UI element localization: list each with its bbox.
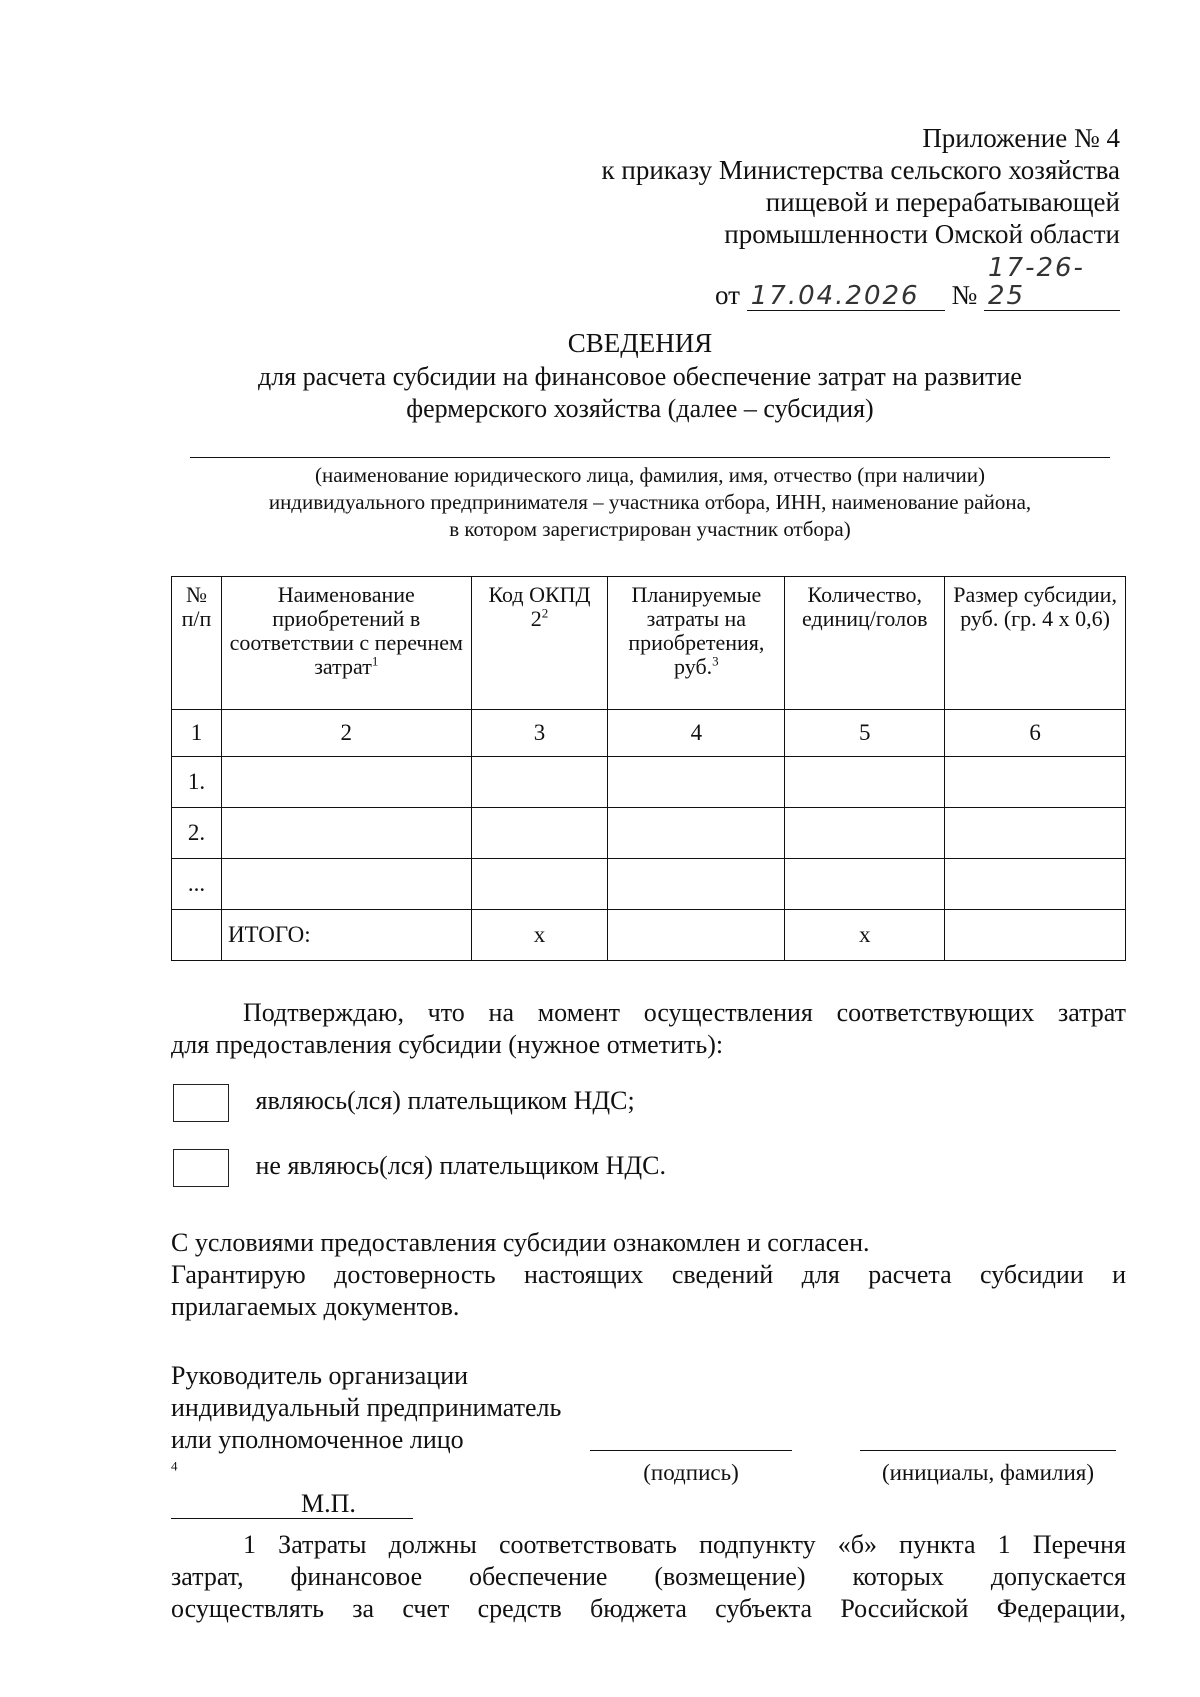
handwritten-number: 17-26-25	[984, 254, 1120, 311]
caption-line3: в котором зарегистрирован участник отбора)	[449, 517, 851, 541]
table-cell	[945, 757, 1126, 808]
name-line	[860, 1450, 1116, 1451]
applicant-caption	[170, 462, 1130, 543]
signature-caption: (подпись)	[643, 1460, 739, 1485]
table-cell	[471, 808, 608, 859]
table-cell	[608, 910, 785, 961]
table-cell	[221, 859, 471, 910]
table-cell	[221, 757, 471, 808]
table-cell: х	[471, 910, 608, 961]
signature-line	[590, 1450, 792, 1451]
table-cell	[608, 757, 785, 808]
appendix-title: Приложение № 4	[922, 123, 1120, 153]
agreement-line2: Гарантирую достоверность настоящих сведений для расчета субсидии и	[171, 1260, 1126, 1289]
table-header-row	[172, 577, 1126, 710]
name-caption: (инициалы, фамилия)	[881, 1460, 1095, 1485]
footnote-line2: затрат, финансовое обеспечение (возмещение) которых допускается	[171, 1562, 1126, 1591]
number-label: №	[951, 280, 978, 310]
confirmation-line1: Подтверждаю, что на момент осуществления соответствующих затрат	[243, 998, 1126, 1027]
footnote-separator	[171, 1518, 413, 1519]
vat-payer-checkbox[interactable]	[173, 1084, 229, 1122]
table-cell	[785, 808, 945, 859]
vat-non-payer-checkbox[interactable]	[173, 1149, 229, 1187]
appendix-date-number	[520, 254, 1120, 311]
table-cell	[608, 859, 785, 910]
column-number: 5	[785, 710, 945, 757]
from-label: от	[715, 280, 740, 310]
handwritten-date: 17.04.2026	[747, 282, 945, 311]
appendix-header	[520, 122, 1120, 311]
document-subtitle-line2: фермерского хозяйства (далее – субсидия)	[406, 394, 874, 423]
column-number: 6	[945, 710, 1126, 757]
table-cell	[945, 808, 1126, 859]
table-cell	[945, 859, 1126, 910]
table-cell	[471, 859, 608, 910]
caption-line2: индивидуального предпринимателя – участника отбора, ИНН, наименование района,	[268, 490, 1032, 514]
column-number: 2	[221, 710, 471, 757]
header-cell-planned-costs: Планируемые затраты на приобретения, руб.$^3$	[608, 577, 785, 710]
table-cell	[945, 910, 1126, 961]
table-cell: 1.	[172, 757, 222, 808]
header-cell-subsidy: Размер субсидии, руб. (гр. 4 х 0,6)	[945, 577, 1126, 710]
signer-line1: Руководитель организации	[171, 1361, 469, 1390]
table-cell	[172, 910, 222, 961]
header-cell-quantity: Количество, единиц/голов	[785, 577, 945, 710]
appendix-order-line: к приказу Министерства сельского хозяйства	[601, 155, 1120, 185]
total-label: ИТОГО:	[221, 910, 471, 961]
table-cell: х	[785, 910, 945, 961]
column-number-row	[172, 710, 1126, 757]
document-title: СВЕДЕНИЯ	[567, 328, 713, 358]
document-subtitle-line1: для расчета субсидии на финансовое обеспечение затрат на развитие	[258, 362, 1022, 391]
appendix-region-line: промышленности Омской области	[724, 219, 1120, 249]
confirmation-paragraph	[171, 997, 1126, 1061]
table-cell	[785, 859, 945, 910]
table-total-row	[172, 910, 1126, 961]
vat-non-payer-label: не являюсь(лся) плательщиком НДС.	[255, 1150, 666, 1180]
stamp-label: М.П.	[301, 1489, 356, 1518]
table-cell	[785, 757, 945, 808]
agreement-line3: прилагаемых документов.	[171, 1292, 460, 1321]
signature-block	[171, 1360, 561, 1520]
confirmation-line2: для предоставления субсидии (нужное отметить):	[171, 1030, 724, 1059]
header-cell-okpd: Код ОКПД $2^2$	[471, 577, 608, 710]
table-cell	[221, 808, 471, 859]
vat-payer-option[interactable]	[173, 1084, 635, 1122]
footnote	[171, 1529, 1126, 1625]
header-cell-number: № п/п	[172, 577, 222, 710]
applicant-name-line	[190, 457, 1110, 458]
document-title-block	[170, 327, 1110, 425]
table-cell: 2.	[172, 808, 222, 859]
header-cell-name: Наименование приобретений в соответствии с перечнем затрат$^1$	[221, 577, 471, 710]
table-row	[172, 757, 1126, 808]
table-row	[172, 859, 1126, 910]
footnote-line1: 1 Затраты должны соответствовать подпункту «б» пункта 1 Перечня	[243, 1530, 1126, 1559]
vat-payer-label: являюсь(лся) плательщиком НДС;	[255, 1085, 635, 1115]
table-row	[172, 808, 1126, 859]
costs-table	[171, 576, 1126, 961]
table-cell	[608, 808, 785, 859]
table-cell	[471, 757, 608, 808]
agreement-line1: С условиями предоставления субсидии ознакомлен и согласен.	[171, 1228, 870, 1257]
column-number: 4	[608, 710, 785, 757]
footnote-line3: осуществлять за счет средств бюджета субъекта Российской Федерации,	[171, 1594, 1126, 1623]
agreement-paragraph	[171, 1227, 1126, 1323]
appendix-ministry-line: пищевой и перерабатывающей	[765, 187, 1120, 217]
vat-non-payer-option[interactable]	[173, 1149, 666, 1187]
column-number: 3	[471, 710, 608, 757]
column-number: 1	[172, 710, 222, 757]
caption-line1: (наименование юридического лица, фамилия, имя, отчество (при наличии)	[314, 463, 986, 487]
table-cell: ...	[172, 859, 222, 910]
signer-line2: индивидуальный предприниматель	[171, 1393, 562, 1422]
signer-line3: или уполномоченное лицо $^4$	[171, 1425, 464, 1474]
